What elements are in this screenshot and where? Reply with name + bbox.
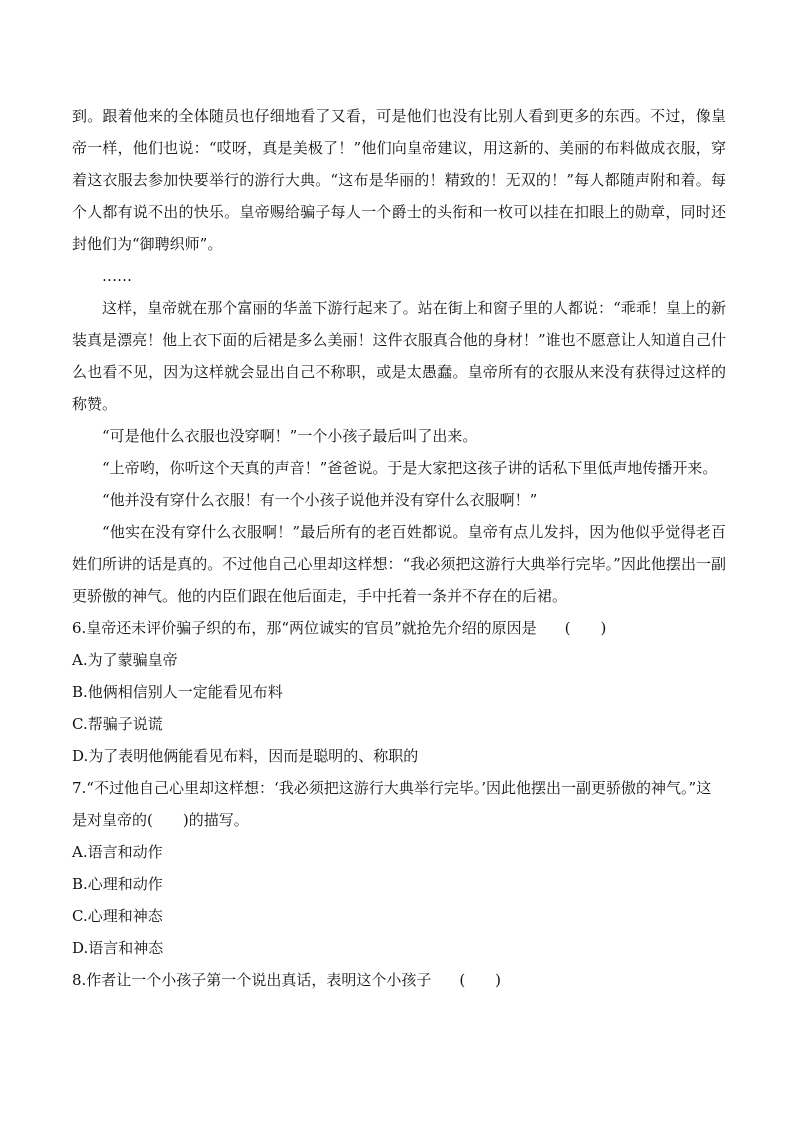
question-7-option-c: C.心理和神态 [72,907,163,925]
question-6-option-b: B.他俩相信别人一定能看见布料 [72,683,283,701]
question-7-option-b: B.心理和动作 [72,875,163,893]
passage-paragraph-1: 到。跟着他来的全体随员也仔细地看了又看，可是他们也没有比别人看到更多的东西。不过，像皇帝一样，他们也说：“哎呀，真是美极了！”他们向皇帝建议，用这新的、美丽的布料做成衣服，穿着这衣服去参加快要举行的游行大典。“这布是华丽的！精致的！无双的！”每人都随声附和着。每个人都有说不出的快乐。皇帝赐给骗子每人一个爵士的头衔和一枚可以挂在扣眼上的勋章，同时还封他们为“御聘织师”。 [72,107,726,253]
question-8-stem: 8.作者让一个小孩子第一个说出真话，表明这个小孩子 [72,971,432,989]
question-6-option-a: A.为了蒙骗皇帝 [72,651,178,669]
question-6-stem: 6.皇帝还未评价骗子织的布，那“两位诚实的官员”就抢先介绍的原因是 [72,619,537,637]
document-page [72,100,726,996]
passage-paragraph-6: “他实在没有穿什么衣服啊！”最后所有的老百姓都说。皇帝有点儿发抖，因为他似乎觉得老百姓们所讲的话是真的。不过他自己心里却这样想：“我必须把这游行大典举行完毕。”因此他摆出一副更骄傲的神气。他的内臣们跟在他后面走，手中托着一条并不存在的后裙。 [72,523,726,605]
question-6-answer-blank: ( ) [564,619,607,637]
passage-paragraph-5: “他并没有穿什么衣服！有一个小孩子说他并没有穿什么衣服啊！” [102,491,538,509]
question-7-stem: 7.“不过他自己心里却这样想：‘我必须把这游行大典举行完毕。’因此他摆出一副更骄傲的神气。”这是对皇帝的( )的描写。 [72,779,712,829]
question-6-option-c: C.帮骗子说谎 [72,715,163,733]
passage-paragraph-3: “可是他什么衣服也没穿啊！”一个小孩子最后叫了出来。 [102,427,478,445]
question-6 [72,612,726,644]
passage-paragraph-4: “上帝哟，你听这个天真的声音！”爸爸说。于是大家把这孩子讲的话私下里低声地传播开来。 [102,459,718,477]
question-7-option-d: D.语言和神态 [72,939,164,957]
question-7-option-a: A.语言和动作 [72,843,163,861]
question-8 [72,964,726,996]
passage-ellipsis: …… [102,267,132,285]
question-8-answer-blank: ( ) [459,971,502,989]
passage-paragraph-2: 这样，皇帝就在那个富丽的华盖下游行起来了。站在街上和窗子里的人都说：“乖乖！皇上的新装真是漂亮！他上衣下面的后裙是多么美丽！这件衣服真合他的身材！”谁也不愿意让人知道自己什么也看不见，因为这样就会显出自己不称职，或是太愚蠢。皇帝所有的衣服从来没有获得过这样的称赞。 [72,299,726,413]
question-7 [72,772,726,836]
question-6-option-d: D.为了表明他俩能看见布料，因而是聪明的、称职的 [72,747,419,765]
